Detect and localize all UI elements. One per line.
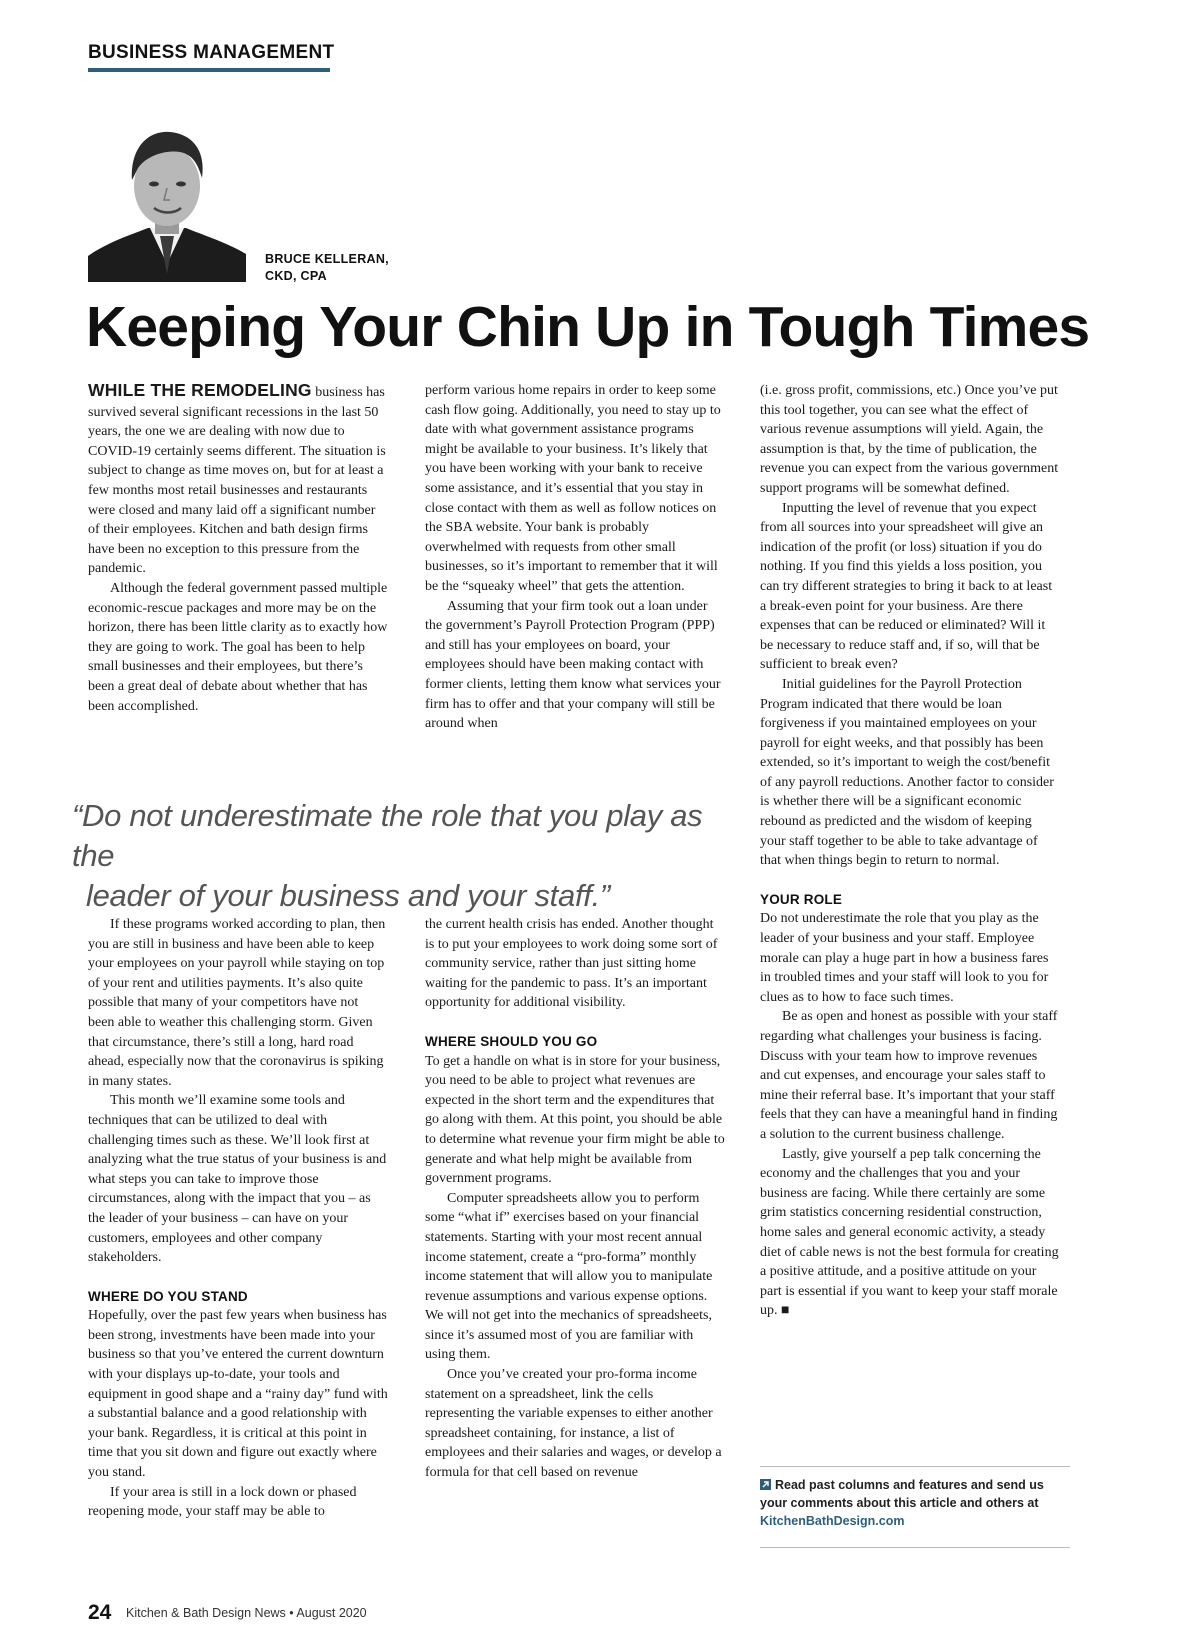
- column-2-top: [425, 381, 725, 734]
- paragraph: Initial guidelines for the Payroll Protection Program indicated that there would be loan forgiveness if you maintained employees on your payroll for eight weeks, and that possibly has been extended, so it’s important to weigh the cost/benefit of any payroll reductions. Another factor to consider is whether there will be a significant economic rebound as predicted and the wisdom of keeping your staff together to be able to take advantage of that when things begin to return to normal.: [760, 676, 1054, 869]
- subhead-where-should-you-go: WHERE SHOULD YOU GO: [425, 1033, 598, 1049]
- column-1-bottom: [88, 915, 388, 1522]
- promo-text: Read past columns and features and send us your comments about this article and others at: [760, 1478, 1044, 1510]
- author-name: BRUCE KELLERAN,: [265, 252, 389, 266]
- website-link[interactable]: KitchenBathDesign.com: [760, 1514, 905, 1528]
- paragraph: the current health crisis has ended. Another thought is to put your employees to work doing some sort of community service, rather than just sitting home waiting for the pandemic to pass. It’s an important opportunity for additional visibility.: [425, 917, 718, 1011]
- section-label: BUSINESS MANAGEMENT: [88, 42, 335, 63]
- promo-box: [760, 1476, 1072, 1530]
- lead-text: business has survived several significant recessions in the last 50 years, the one we are dealing with now due to COVID-19 certainly seems different. The situation is subject to change as time moves on, but for at least a few months most retail businesses and restaurants were closed and many laid off a significant number of their employees. Kitchen and bath design firms have been no exception to this pressure from the pandemic.: [88, 385, 386, 577]
- pull-quote-line: “Do not underestimate the role that you play as the: [72, 798, 703, 873]
- paragraph: Inputting the level of revenue that you expect from all sources into your spreadsheet will give an indication of the profit (or loss) situation if you do nothing. If you find this yields a loss position, you can try different strategies to bring it back to at least a break-even point for your business. Are there expenses that can be reduced or eliminated? Will it be necessary to reduce staff and, if so, will that be sufficient to break even?: [760, 500, 1053, 673]
- paragraph: Computer spreadsheets allow you to perform some “what if” exercises based on your financial statements. Starting with your most recent annual income statement, create a “pro-forma” monthly income statement that will allow you to manipulate revenue assumptions and various expense options. We will not get into the mechanics of spreadsheets, since it’s assumed most of you are familiar with using them.: [425, 1190, 713, 1363]
- paragraph: Assuming that your firm took out a loan under the government’s Payroll Protection Program (PPP) and still has your employees on board, your employees should have been making contact with former clients, letting them know what services your firm has to offer and that your company will still be around when: [425, 598, 721, 732]
- promo-divider-top: [760, 1466, 1070, 1467]
- subhead-your-role: YOUR ROLE: [760, 891, 843, 907]
- article-headline: Keeping Your Chin Up in Tough Times: [86, 295, 1090, 359]
- author-photo: [88, 124, 246, 282]
- paragraph: (i.e. gross profit, commissions, etc.) Once you’ve put this tool together, you can see what the effect of various revenue assumptions will yield. Again, the assumption is that, by the time of publication, the revenue you can expect from the various government support programs will be somewhat defined.: [760, 383, 1059, 496]
- pull-quote: [72, 796, 732, 916]
- arrow-square-icon: [760, 1479, 771, 1490]
- paragraph: If your area is still in a lock down or phased reopening mode, your staff may be able to: [88, 1484, 357, 1520]
- paragraph: To get a handle on what is in store for your business, you need to be able to project what revenues are expected in the short term and the expenditures that go along with them. At this point, you should be able to determine what revenue your firm might be able to generate and what help might be available from government programs.: [425, 1053, 725, 1187]
- section-rule: [88, 68, 330, 72]
- paragraph: Be as open and honest as possible with your staff regarding what challenges your business is facing. Discuss with your team how to improve revenues and cut expenses, and encourage your sales staff to mine their referral base. It’s important that your staff feels that they can have a meaningful hand in finding a solution to the current business challenge.: [760, 1009, 1058, 1142]
- page-number: 24: [88, 1601, 112, 1624]
- publication-footer: Kitchen & Bath Design News • August 2020: [126, 1606, 367, 1620]
- subhead-where-do-you-stand: WHERE DO YOU STAND: [88, 1288, 248, 1304]
- paragraph: Although the federal government passed multiple economic-rescue packages and more may be on the horizon, there has been little clarity as to exactly how they are going to work. The goal has been to help small businesses and their employees, but there’s been a great deal of debate about whether that has been accomplished.: [88, 580, 388, 714]
- paragraph: Once you’ve created your pro-forma income statement on a spreadsheet, link the cells representing the variable expenses to either another spreadsheet containing, for instance, a list of employees and their salaries and wages, or develop a formula for that cell based on revenue: [425, 1367, 722, 1481]
- paragraph: perform various home repairs in order to keep some cash flow going. Additionally, you need to stay up to date with what government assistance programs might be available to your business. It’s likely that you have been working with your bank to receive some assistance, and it’s essential that you stay in close contact with them as well as follow notices on the SBA website. Your bank is probably overwhelmed with requests from other small businesses, so it’s important to remember that it will be the “squeaky wheel” that gets the attention.: [425, 383, 721, 594]
- paragraph: If these programs worked according to plan, then you are still in business and have been able to keep your employees on your payroll while staying on top of your rent and utilities payments. It’s also quite possible that many of your competitors have not been able to weather this challenging storm. Given that circumstance, there’s still a long, hard road ahead, especially now that the coronavirus is spiking in many states.: [88, 917, 386, 1089]
- paragraph: Lastly, give yourself a pep talk concerning the economy and the challenges that you and your business are facing. While there certainly are some grim statistics concerning residential construction, home sales and general economic activity, a steady diet of cable news is not the best formula for creating a positive attitude, and a positive attitude on your part is essential if you want to keep your staff morale up. ■: [760, 1146, 1059, 1319]
- lead-in: WHILE THE REMODELING: [88, 380, 312, 400]
- paragraph: Do not underestimate the role that you play as the leader of your business and your staff. Employee morale can play a huge part in how a business fares in troubled times and your staff will look to you for clues as to how to face such times.: [760, 911, 1049, 1005]
- paragraph: [88, 381, 388, 579]
- promo-divider-bottom: [760, 1547, 1070, 1548]
- author-byline: [265, 251, 389, 285]
- pull-quote-line: leader of your business and your staff.”: [86, 878, 610, 913]
- author-credentials: CKD, CPA: [265, 269, 327, 283]
- paragraph: This month we’ll examine some tools and techniques that can be utilized to deal with challenging times such as these. We’ll look first at analyzing what the true status of your business is and what steps you can take to improve those circumstances, along with the impact that you – as the leader of your business – can have on your customers, employees and other company stakeholders.: [88, 1093, 387, 1266]
- column-1-top: [88, 381, 388, 716]
- paragraph: Hopefully, over the past few years when business has been strong, investments have been made into your business so that you’ve entered the current downturn with your displays up-to-date, your tools and equipment in good shape and a “rainy day” fund with a substantial balance and a good relationship with your bank. Regardless, it is critical at this point in time that you sit down and figure out exactly where you stand.: [88, 1308, 388, 1481]
- column-2-bottom: [425, 915, 725, 1483]
- column-3: [760, 381, 1060, 1321]
